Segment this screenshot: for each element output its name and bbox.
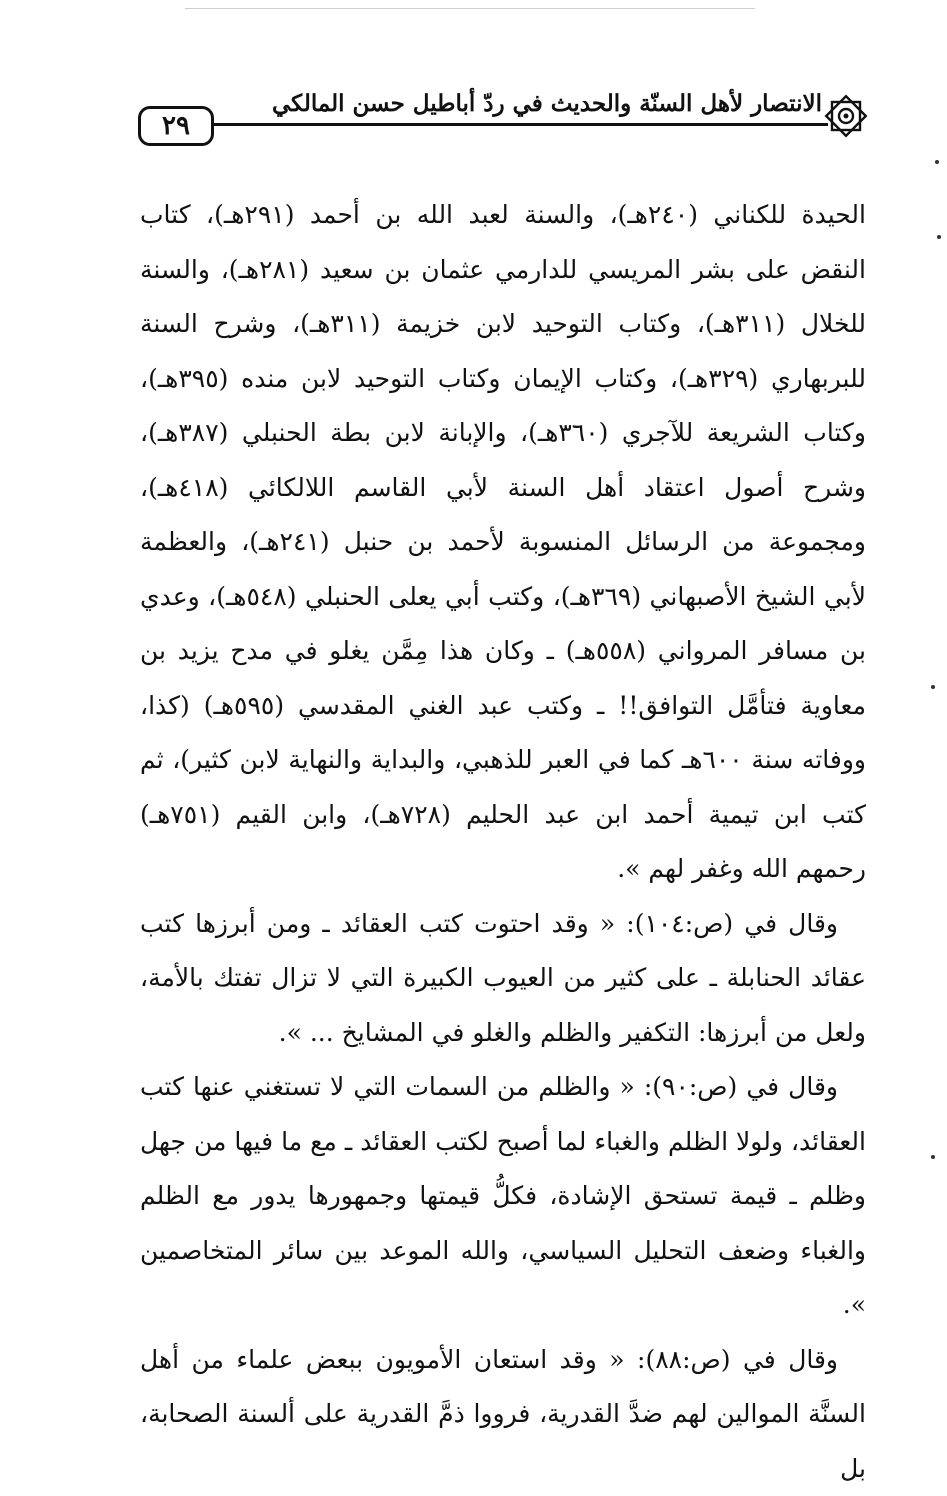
page-number: ٢٩ xyxy=(138,106,214,146)
star-ornament-icon xyxy=(822,92,870,140)
paragraph-continuation: الحيدة للكناني (٢٤٠هـ)، والسنة لعبد الله بن أحمد (٢٩١هـ)، كتاب النقض على بشر المريسي للدارمي عثمان بن سعيد (٢٨١هـ)، والسنة للخلال (٣١١هـ)، وكتاب التوحيد لابن خزيمة (٣١١هـ)، وشرح السنة للبربهاري (٣٢٩هـ)، وكتاب الإيمان وكتاب التوحيد لابن منده (٣٩٥هـ)، وكتاب الشريعة للآجري (٣٦٠هـ)، والإبانة لابن بطة الحنبلي (٣٨٧هـ)، وشرح أصول اعتقاد أهل السنة لأبي القاسم اللالكائي (٤١٨هـ)، ومجموعة من الرسائل المنسوبة لأحمد بن حنبل (٢٤١هـ)، والعظمة لأبي الشيخ الأصبهاني (٣٦٩هـ)، وكتب أبي يعلى الحنبلي (٥٤٨هـ)، وعدي بن مسافر المرواني (٥٥٨هـ) ـ وكان هذا مِمَّن يغلو في مدح يزيد بن معاوية فتأمَّل التوافق!! ـ وكتب عبد الغني المقدسي (٥٩٥هـ) (كذا، ووفاته سنة ٦٠٠هـ كما في العبر للذهبي، والبداية والنهاية لابن كثير)، ثم كتب ابن تيمية أحمد ابن عبد الحليم (٧٢٨هـ)، وابن القيم (٧٥١هـ) رحمهم الله وغفر لهم ». xyxy=(140,188,866,897)
scan-artifact-dot xyxy=(931,685,935,689)
paragraph-quote-104: وقال في (ص:١٠٤): « وقد احتوت كتب العقائد ـ ومن أبرزها كتب عقائد الحنابلة ـ على كثير من العيوب الكبيرة التي لا تزال تفتك بالأمة، ولعل من أبرزها: التكفير والظلم والغلو في المشايخ ... ». xyxy=(140,897,866,1061)
page-body xyxy=(140,188,866,1496)
header-rule xyxy=(214,123,828,126)
paragraph-quote-90: وقال في (ص:٩٠): « والظلم من السمات التي لا تستغني عنها كتب العقائد، ولولا الظلم والغباء لما أصبح لكتب العقائد ـ مع ما فيها من جهل وظلم ـ قيمة تستحق الإشادة، فكلُّ قيمتها وجمهورها يدور مع الظلم والغباء وضعف التحليل السياسي، والله الموعد بين سائر المتخاصمين ». xyxy=(140,1060,866,1333)
scan-artifact-line xyxy=(185,8,755,9)
page-header xyxy=(138,86,870,154)
scan-artifact-dot xyxy=(935,160,939,164)
running-title: الانتصار لأهل السنّة والحديث في ردّ أباطيل حسن المالكي xyxy=(266,90,822,117)
scan-artifact-dot xyxy=(937,235,941,239)
paragraph-quote-88: وقال في (ص:٨٨): « وقد استعان الأمويون ببعض علماء من أهل السنَّة الموالين لهم ضدَّ القدرية، فرووا ذمَّ القدرية على ألسنة الصحابة، بل xyxy=(140,1333,866,1496)
scan-artifact-dot xyxy=(931,1155,935,1159)
